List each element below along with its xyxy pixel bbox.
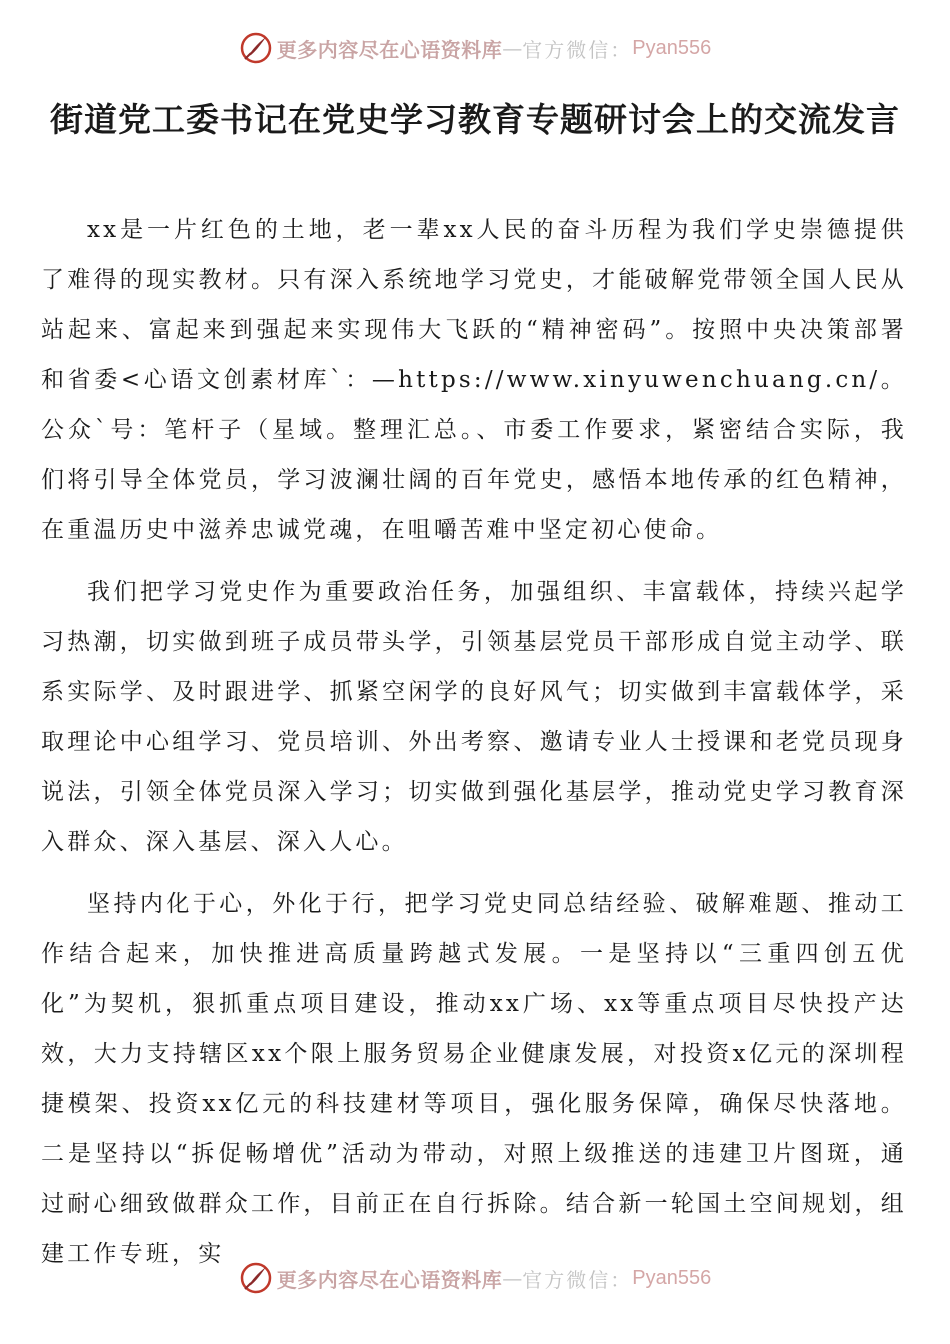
banner-wechat-id: Pyan556: [632, 36, 712, 59]
document-title: 街道党工委书记在党史学习教育专题研讨会上的交流发言: [50, 100, 900, 139]
red-circle-feather-logo-icon: [239, 31, 273, 65]
paragraph: xx是一片红色的土地，老一辈xx人民的奋斗历程为我们学史崇德提供了难得的现实教材。只有深入系统地学习党史，才能破解党带领全国人民从站起来、富起来到强起来实现伟大飞跃的“精神密码”。按照中央决策部署和省委<心语文创素材库`：—https://www.xinyuwenchuang.cn/。公众`号：笔杆子（星域。整理汇总。、市委工作要求，紧密结合实际，我们将引导全体党员，学习波澜壮阔的百年党史，感悟本地传承的红色精神，在重温历史中滋养忠诚党魂，在咀嚼苦难中坚定初心使命。: [41, 217, 907, 543]
banner-dash: —: [502, 36, 523, 60]
red-circle-feather-logo-icon: [239, 1261, 273, 1295]
banner-dash: —: [502, 1266, 523, 1290]
watermark-banner-bottom: [0, 1258, 950, 1298]
paragraph: 坚持内化于心，外化于行，把学习党史同总结经验、破解难题、推动工作结合起来，加快推进高质量跨越式发展。一是坚持以“三重四创五优化”为契机，狠抓重点项目建设，推动xx广场、xx等重点项目尽快投产达效，大力支持辖区xx个限上服务贸易企业健康发展，对投资x亿元的深圳程捷模架、投资xx亿元的科技建材等项目，强化服务保障，确保尽快落地。二是坚持以“拆促畅增优”活动为带动，对照上级推送的违建卫片图斑，通过耐心细致做群众工作，目前正在自行拆除。结合新一轮国土空间规划，组建工作专班，实: [41, 891, 907, 1267]
paragraph: 我们把学习党史作为重要政治任务，加强组织、丰富载体，持续兴起学习热潮，切实做到班子成员带头学，引领基层党员干部形成自觉主动学、联系实际学、及时跟进学、抓紧空闲学的良好风气；切实做到丰富载体学，采取理论中心组学习、党员培训、外出考察、邀请专业人士授课和老党员现身说法，引领全体党员深入学习；切实做到强化基层学，推动党史学习教育深入群众、深入基层、深入人心。: [41, 579, 907, 855]
banner-wechat-label: 官方微信：: [522, 37, 633, 62]
watermark-banner-top: [0, 28, 950, 68]
banner-wechat-label: 官方微信：: [522, 1267, 633, 1292]
banner-main-text: 更多内容尽在心语资料库: [276, 37, 503, 62]
banner-main-text: 更多内容尽在心语资料库: [276, 1267, 503, 1292]
document-body: [41, 205, 907, 1279]
banner-wechat-id: Pyan556: [632, 1266, 712, 1289]
